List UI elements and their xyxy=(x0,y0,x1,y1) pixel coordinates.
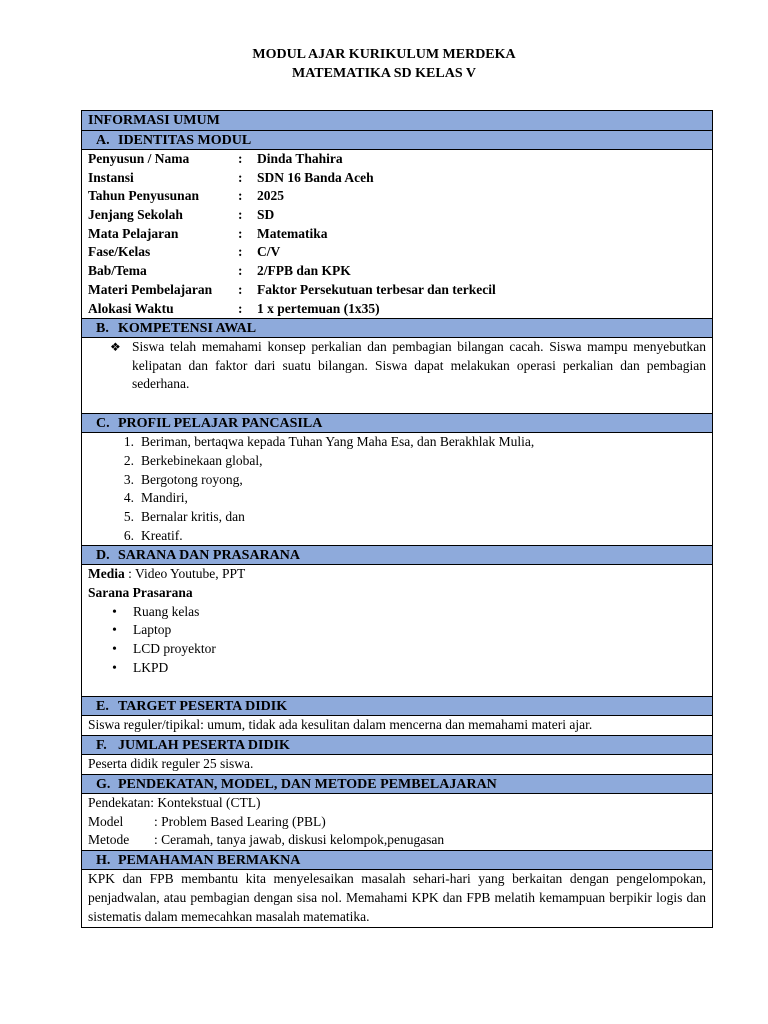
section-c-header xyxy=(82,414,712,433)
identitas-label: Tahun Penyusunan xyxy=(88,188,199,204)
section-a-title: IDENTITAS MODUL xyxy=(118,133,252,148)
identitas-label: Bab/Tema xyxy=(88,263,147,279)
section-e-letter: E. xyxy=(96,699,109,715)
identitas-body xyxy=(82,150,712,319)
pendekatan-body xyxy=(82,794,712,852)
identitas-row xyxy=(88,206,706,225)
media-value: : Video Youtube, PPT xyxy=(124,566,246,582)
list-item xyxy=(88,640,706,659)
pendekatan-label: Pendekatan xyxy=(88,794,151,810)
list-text: Laptop xyxy=(133,622,172,638)
identitas-value: 1 x pertemuan (1x35) xyxy=(257,300,380,316)
identitas-label: Mata Pelajaran xyxy=(88,225,179,241)
list-text: LCD proyektor xyxy=(133,641,216,657)
list-item xyxy=(88,621,706,640)
list-item xyxy=(88,471,706,490)
section-e-title: TARGET PESERTA DIDIK xyxy=(118,699,288,715)
pendekatan-row xyxy=(88,794,706,813)
identitas-colon: : xyxy=(238,151,243,166)
identitas-label: Jenjang Sekolah xyxy=(88,207,183,223)
identitas-label: Fase/Kelas xyxy=(88,244,151,260)
list-item xyxy=(88,489,706,508)
identitas-colon: : xyxy=(238,169,243,185)
section-b-title: KOMPETENSI AWAL xyxy=(118,321,257,337)
identitas-value: Faktor Persekutuan terbesar dan terkecil xyxy=(257,281,496,297)
pendekatan-value: : Kontekstual (CTL) xyxy=(150,794,261,810)
identitas-row xyxy=(88,243,706,262)
identitas-colon: : xyxy=(238,225,243,241)
section-h-title: PEMAHAMAN BERMAKNA xyxy=(118,853,301,869)
section-e-header xyxy=(82,697,712,716)
list-text: Ruang kelas xyxy=(133,603,200,619)
module-table xyxy=(81,110,713,928)
bullet-icon: • xyxy=(112,641,117,657)
identitas-colon: : xyxy=(238,207,243,223)
list-number: 1. xyxy=(123,434,134,450)
list-number: 6. xyxy=(123,527,134,543)
identitas-label: Materi Pembelajaran xyxy=(88,281,213,297)
list-text: Beriman, bertaqwa kepada Tuhan Yang Maha Esa, dan Berakhlak Mulia, xyxy=(141,434,535,450)
list-item xyxy=(88,508,706,527)
identitas-colon: : xyxy=(238,244,243,260)
section-c-title: PROFIL PELAJAR PANCASILA xyxy=(118,416,323,432)
pemahaman-body xyxy=(82,870,712,927)
identitas-label: Instansi xyxy=(88,169,134,185)
metode-value: : Ceramah, tanya jawab, diskusi kelompok,penugasan xyxy=(154,832,445,848)
title-line-2: MATEMATIKA SD KELAS V xyxy=(292,66,476,81)
target-body xyxy=(82,716,712,736)
section-f-title: JUMLAH PESERTA DIDIK xyxy=(118,738,290,753)
identitas-value: 2025 xyxy=(257,188,284,204)
identitas-row xyxy=(88,169,706,188)
media-row xyxy=(88,565,706,584)
identitas-label: Penyusun / Nama xyxy=(88,151,190,166)
section-c-letter: C. xyxy=(96,416,110,432)
identitas-colon: : xyxy=(238,281,243,297)
media-label: Media xyxy=(88,566,125,582)
bullet-icon: • xyxy=(112,603,117,619)
identitas-row xyxy=(88,262,706,281)
identitas-value: C/V xyxy=(257,244,281,260)
section-b-letter: B. xyxy=(96,321,109,337)
list-text: Mandiri, xyxy=(141,490,188,506)
identitas-colon: : xyxy=(238,188,243,204)
info-umum-header: INFORMASI UMUM xyxy=(82,111,712,131)
section-g-letter: G. xyxy=(96,776,111,792)
identitas-label: Alokasi Waktu xyxy=(88,300,174,316)
kompetensi-body xyxy=(82,338,712,414)
list-number: 3. xyxy=(123,471,134,487)
prasarana-label-row xyxy=(88,584,706,603)
kompetensi-text: Siswa telah memahami konsep perkalian dan pembagian bilangan cacah. Siswa mampu menyebutkan kelipatan dan faktor dari suatu bilangan. Siswa dapat melakukan operasi perkalian dan pembagian sederhana. xyxy=(132,339,706,392)
list-text: Bernalar kritis, dan xyxy=(141,508,245,524)
identitas-row xyxy=(88,187,706,206)
metode-label: Metode xyxy=(88,832,130,848)
section-a-letter: A. xyxy=(96,133,110,148)
bullet-icon: • xyxy=(112,622,117,638)
document-title xyxy=(0,45,768,83)
profil-body xyxy=(82,433,712,546)
identitas-row xyxy=(88,150,706,169)
list-item xyxy=(88,603,706,622)
identitas-value: SDN 16 Banda Aceh xyxy=(257,169,374,185)
prasarana-label: Sarana Prasarana xyxy=(88,585,193,600)
identitas-colon: : xyxy=(238,300,243,316)
jumlah-text: Peserta didik reguler 25 siswa. xyxy=(88,756,254,771)
identitas-value: Matematika xyxy=(257,225,328,241)
list-item xyxy=(88,659,706,678)
list-number: 2. xyxy=(123,452,134,468)
list-item xyxy=(88,452,706,471)
target-text: Siswa reguler/tipikal: umum, tidak ada kesulitan dalam mencerna dan memahami materi ajar. xyxy=(88,717,593,733)
section-a-header xyxy=(82,131,712,150)
list-item xyxy=(88,433,706,452)
list-text: Kreatif. xyxy=(141,527,183,543)
model-label: Model xyxy=(88,813,124,829)
identitas-row xyxy=(88,281,706,300)
section-h-letter: H. xyxy=(96,853,111,869)
identitas-colon: : xyxy=(238,263,243,279)
identitas-value: SD xyxy=(257,207,275,223)
section-g-title: PENDEKATAN, MODEL, DAN METODE PEMBELAJARAN xyxy=(118,776,497,792)
list-number: 5. xyxy=(123,508,134,524)
section-f-letter: F. xyxy=(96,738,107,753)
identitas-row xyxy=(88,300,706,319)
identitas-value: Dinda Thahira xyxy=(257,151,343,166)
list-number: 4. xyxy=(123,490,134,506)
model-row xyxy=(88,813,706,832)
sarana-body xyxy=(82,565,712,697)
jumlah-body xyxy=(82,755,712,775)
kompetensi-item xyxy=(88,338,706,394)
section-d-title: SARANA DAN PRASARANA xyxy=(118,548,301,564)
metode-row xyxy=(88,831,706,850)
list-text: Berkebinekaan global, xyxy=(141,452,263,468)
bullet-icon: • xyxy=(112,659,117,675)
diamond-bullet-icon: ❖ xyxy=(110,340,121,355)
section-d-header xyxy=(82,546,712,565)
list-item xyxy=(88,527,706,546)
title-line-1: MODUL AJAR KURIKULUM MERDEKA xyxy=(252,47,516,62)
model-value: : Problem Based Learing (PBL) xyxy=(154,813,326,829)
section-g-header xyxy=(82,775,712,794)
list-text: Bergotong royong, xyxy=(141,471,243,487)
list-text: LKPD xyxy=(133,659,169,675)
identitas-value: 2/FPB dan KPK xyxy=(257,263,351,279)
pemahaman-text: KPK dan FPB membantu kita menyelesaikan masalah sehari-hari yang berkaitan dengan pengelompokan, penjadwalan, atau pembagian dengan sisa nol. Memahami KPK dan FPB melatih kemampuan berpikir logis dan sistematis dalam memecahkan masalah matematika. xyxy=(88,871,706,924)
identitas-row xyxy=(88,225,706,244)
section-h-header xyxy=(82,851,712,870)
section-f-header xyxy=(82,736,712,755)
section-d-letter: D. xyxy=(96,548,110,564)
section-b-header xyxy=(82,319,712,338)
